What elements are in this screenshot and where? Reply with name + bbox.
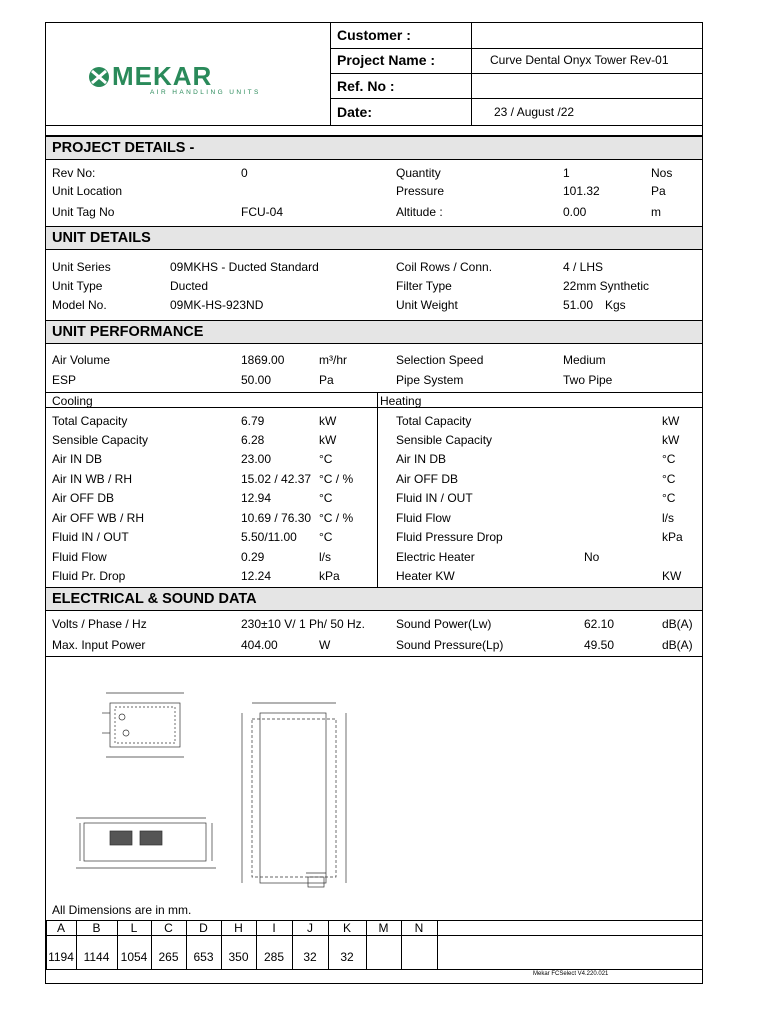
unit-type-label: Unit Type: [52, 279, 103, 293]
cooling-row-unit: °C: [319, 452, 333, 466]
max-power-label: Max. Input Power: [52, 638, 146, 652]
pipe-system-label: Pipe System: [396, 373, 464, 387]
heating-row-label: Total Capacity: [396, 414, 472, 428]
date-value: 23 / August /22: [494, 105, 575, 119]
cooling-row-label: Fluid IN / OUT: [52, 530, 129, 544]
dimension-header: N: [414, 921, 424, 935]
heating-row-unit: kW: [662, 414, 680, 428]
selection-speed-label: Selection Speed: [396, 353, 484, 367]
heating-heading: Heating: [380, 394, 422, 408]
dimension-value: 32: [303, 950, 317, 964]
air-volume-label: Air Volume: [52, 353, 111, 367]
dimension-header: J: [307, 921, 313, 935]
unit-series-value: 09MKHS - Ducted Standard: [170, 260, 319, 274]
dimension-column-divider: [437, 920, 438, 969]
cooling-row-unit: kPa: [319, 569, 340, 583]
cooling-row-unit: kW: [319, 414, 337, 428]
cooling-heading: Cooling: [52, 394, 93, 408]
filter-type-label: Filter Type: [396, 279, 452, 293]
pressure-unit: Pa: [651, 184, 666, 198]
cooling-row-unit: °C: [319, 530, 333, 544]
quantity-value: 1: [563, 166, 570, 180]
software-version: Mekar FCSelect V4.220.021: [533, 971, 609, 977]
cooling-row-unit: °C / %: [319, 511, 354, 525]
coil-rows-value: 4 / LHS: [563, 260, 604, 274]
unit-weight-label: Unit Weight: [396, 298, 458, 312]
heating-row-label: Electric Heater: [396, 550, 475, 564]
air-volume-unit: m³/hr: [319, 353, 347, 367]
cooling-row-value: 6.28: [241, 433, 265, 447]
dimension-header: M: [378, 921, 389, 935]
cooling-row-label: Air OFF WB / RH: [52, 511, 144, 525]
unit-details-heading: UNIT DETAILS: [46, 226, 702, 250]
project-name-value: Curve Dental Onyx Tower Rev-01: [490, 53, 669, 67]
cooling-row-label: Total Capacity: [52, 414, 128, 428]
cooling-row-unit: kW: [319, 433, 337, 447]
cooling-row-value: 12.94: [241, 491, 272, 505]
heating-row-unit: °C: [662, 452, 676, 466]
cooling-row-label: Sensible Capacity: [52, 433, 149, 447]
unit-type-value: Ducted: [170, 279, 209, 293]
esp-value: 50.00: [241, 373, 272, 387]
cooling-row-unit: l/s: [319, 550, 331, 564]
dimension-value: 265: [158, 950, 179, 964]
date-label: Date:: [337, 104, 373, 120]
pressure-label: Pressure: [396, 184, 445, 198]
sound-power-value: 62.10: [584, 617, 615, 631]
dimension-value: 350: [228, 950, 249, 964]
max-power-unit: W: [319, 638, 331, 652]
selection-speed-value: Medium: [563, 353, 606, 367]
heating-row-unit: l/s: [662, 511, 674, 525]
dimension-header: D: [199, 921, 208, 935]
heating-row-label: Heater KW: [396, 569, 455, 583]
esp-label: ESP: [52, 373, 77, 387]
esp-unit: Pa: [319, 373, 334, 387]
heating-row-unit: °C: [662, 491, 676, 505]
heating-row-label: Fluid IN / OUT: [396, 491, 473, 505]
heating-row-label: Air OFF DB: [396, 472, 458, 486]
dimension-header: K: [342, 921, 351, 935]
air-volume-value: 1869.00: [241, 353, 285, 367]
cooling-row-value: 12.24: [241, 569, 272, 583]
model-no-label: Model No.: [52, 298, 107, 312]
quantity-label: Quantity: [396, 166, 441, 180]
dimension-header: L: [130, 921, 138, 935]
logo-name: MEKAR: [112, 61, 213, 91]
cooling-row-value: 15.02 / 42.37: [241, 472, 312, 486]
cooling-row-value: 10.69 / 76.30: [241, 511, 312, 525]
heating-row-label: Sensible Capacity: [396, 433, 493, 447]
coil-rows-label: Coil Rows / Conn.: [396, 260, 493, 274]
altitude-label: Altitude :: [396, 205, 443, 219]
unit-location-label: Unit Location: [52, 184, 123, 198]
pipe-system-value: Two Pipe: [563, 373, 613, 387]
cooling-row-label: Fluid Pr. Drop: [52, 569, 126, 583]
heating-row-unit: kPa: [662, 530, 683, 544]
cooling-row-label: Air IN DB: [52, 452, 103, 466]
customer-label: Customer :: [337, 27, 411, 43]
dimension-value: 1054: [120, 950, 148, 964]
unit-performance-heading: UNIT PERFORMANCE: [46, 320, 702, 344]
heating-row-value: No: [584, 550, 600, 564]
electrical-sound-heading: ELECTRICAL & SOUND DATA: [46, 587, 702, 611]
logo-mark-icon: [86, 66, 112, 88]
dimension-header: B: [92, 921, 101, 935]
volts-value: 230±10 V/ 1 Ph/ 50 Hz.: [241, 617, 365, 631]
rev-label: Rev No:: [52, 166, 96, 180]
unit-series-label: Unit Series: [52, 260, 111, 274]
project-name-label: Project Name :: [337, 52, 436, 68]
datasheet: [45, 22, 703, 984]
dimension-value: 285: [263, 950, 285, 964]
altitude-unit: m: [651, 205, 661, 219]
cooling-row-unit: °C / %: [319, 472, 354, 486]
cooling-row-value: 5.50/11.00: [241, 530, 297, 544]
unit-tag-label: Unit Tag No: [52, 205, 115, 219]
heating-row-unit: °C: [662, 472, 676, 486]
dimension-value: 1144: [83, 950, 110, 964]
logo-tagline: AIR HANDLING UNITS: [150, 89, 261, 96]
sound-pressure-label: Sound Pressure(Lp): [396, 638, 504, 652]
cooling-row-value: 0.29: [241, 550, 265, 564]
cooling-row-unit: °C: [319, 491, 333, 505]
cooling-row-label: Fluid Flow: [52, 550, 107, 564]
quantity-unit: Nos: [651, 166, 673, 180]
max-power-value: 404.00: [241, 638, 278, 652]
dimension-header: H: [234, 921, 243, 935]
pressure-value: 101.32: [563, 184, 600, 198]
heating-row-label: Fluid Pressure Drop: [396, 530, 503, 544]
heating-row-unit: KW: [662, 569, 682, 583]
cooling-row-label: Air IN WB / RH: [52, 472, 132, 486]
dimension-value: 653: [193, 950, 214, 964]
heating-row-label: Fluid Flow: [396, 511, 451, 525]
dimension-value: 32: [340, 950, 354, 964]
model-no-value: 09MK-HS-923ND: [170, 298, 264, 312]
altitude-value: 0.00: [563, 205, 587, 219]
heating-row-unit: kW: [662, 433, 680, 447]
dimension-header: I: [272, 921, 276, 935]
project-details-heading: PROJECT DETAILS -: [46, 136, 702, 160]
cooling-row-value: 23.00: [241, 452, 272, 466]
unit-weight-value: 51.00: [563, 298, 594, 312]
dimensions-note: All Dimensions are in mm.: [52, 903, 192, 917]
rev-value: 0: [241, 166, 248, 180]
unit-tag-value: FCU-04: [241, 205, 284, 219]
sound-pressure-value: 49.50: [584, 638, 615, 652]
unit-dimension-drawing: [66, 673, 366, 891]
dimension-header: C: [164, 921, 173, 935]
cooling-row-value: 6.79: [241, 414, 265, 428]
filter-type-value: 22mm Synthetic: [563, 279, 650, 293]
unit-weight-unit: Kgs: [605, 298, 626, 312]
dimension-value: 1194: [48, 950, 74, 964]
sound-power-unit: dB(A): [662, 617, 693, 631]
ref-no-label: Ref. No :: [337, 78, 395, 94]
sound-power-label: Sound Power(Lw): [396, 617, 492, 631]
dimension-header: A: [56, 921, 65, 935]
cooling-row-label: Air OFF DB: [52, 491, 114, 505]
sound-pressure-unit: dB(A): [662, 638, 693, 652]
heating-row-label: Air IN DB: [396, 452, 447, 466]
volts-label: Volts / Phase / Hz: [52, 617, 147, 631]
